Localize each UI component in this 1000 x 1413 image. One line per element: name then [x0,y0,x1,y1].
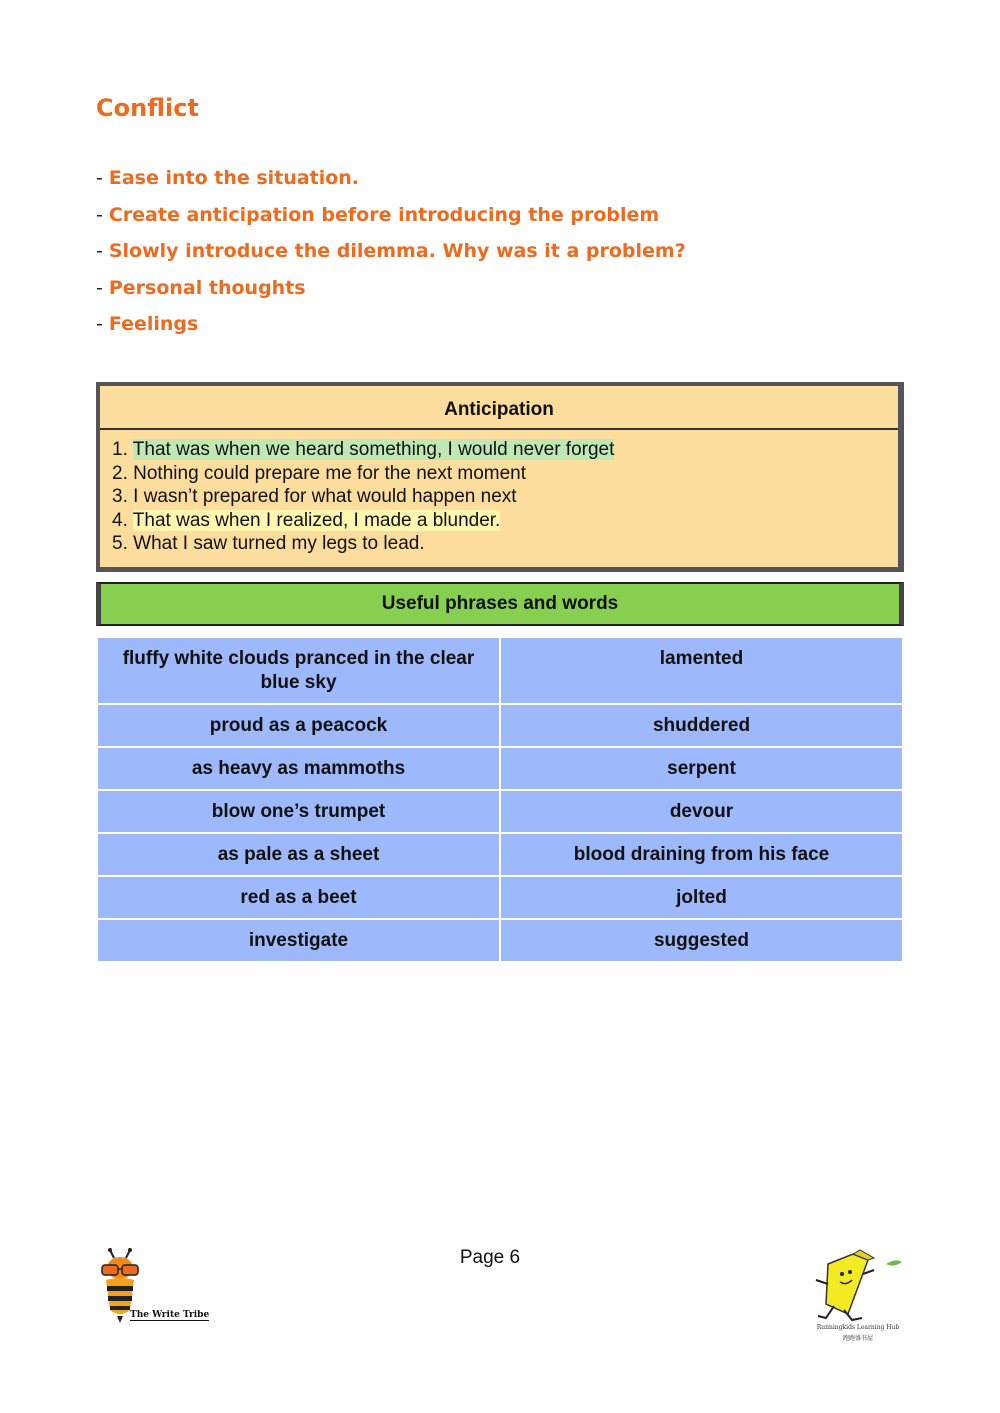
logo-caption: Runningkids Learning Hub [816,1324,900,1331]
list-item-text: Create anticipation before introducing the problem [108,203,660,226]
table-cell: lamented [500,637,903,704]
logo-caption: 跑跑盛书屋 [842,1335,873,1342]
table-row [97,704,903,747]
list-item: - Create anticipation before introducing the problem [96,203,660,226]
anticipation-heading: Anticipation [100,386,898,430]
anticipation-item: 4. That was when I realized, I made a blunder. [112,509,501,531]
table-row [97,790,903,833]
table-row [97,876,903,919]
table-row [97,919,903,962]
page-number: Page 6 [459,1247,521,1268]
write-tribe-logo [96,1248,208,1328]
table-cell: devour [500,790,903,833]
table-cell: suggested [500,919,903,962]
list-item: - Personal thoughts [96,276,306,299]
useful-phrases-heading: Useful phrases and words [96,582,904,626]
table-row [97,747,903,790]
list-item-text: Ease into the situation. [108,167,360,189]
list-item-text: Feelings [108,313,199,335]
list-item: - Slowly introduce the dilemma. Why was it a problem? [96,240,686,262]
table-cell: as pale as a sheet [97,833,500,876]
table-cell: as heavy as mammoths [97,747,500,790]
anticipation-item: 2. Nothing could prepare me for the next moment [112,462,527,484]
anticipation-item: 1. That was when we heard something, I would never forget [112,439,615,460]
phrases-table [96,636,904,963]
highlighted-text: That was when we heard something, I would never forget [132,439,615,460]
table-cell: fluffy white clouds pranced in the clear blue sky [97,637,500,704]
table-cell: blood draining from his face [500,833,903,876]
list-item-text: Personal thoughts [108,276,306,299]
anticipation-list [100,430,898,556]
table-cell: serpent [500,747,903,790]
anticipation-item: 5. What I saw turned my legs to lead. [112,533,425,554]
conflict-tips-list [96,160,686,343]
list-item-text: Slowly introduce the dilemma. Why was it a problem? [108,240,686,262]
page-title: Conflict [96,94,199,122]
table-cell: red as a beet [97,876,500,919]
table-cell: proud as a peacock [97,704,500,747]
table-cell: investigate [97,919,500,962]
list-item: - Feelings [96,313,199,335]
table-cell: jolted [500,876,903,919]
table-row [97,833,903,876]
highlighted-text: That was when I realized, I made a blunder. [132,509,501,531]
anticipation-box [96,382,904,572]
logo-caption: The Write Tribe [130,1310,210,1320]
table-cell: blow one’s trumpet [97,790,500,833]
table-cell: shuddered [500,704,903,747]
table-row [97,637,903,704]
running-book-icon [808,1244,908,1324]
anticipation-item: 3. I wasn’t prepared for what would happen next [112,486,517,507]
list-item: - Ease into the situation. [96,167,360,189]
runningkids-logo [808,1244,908,1344]
